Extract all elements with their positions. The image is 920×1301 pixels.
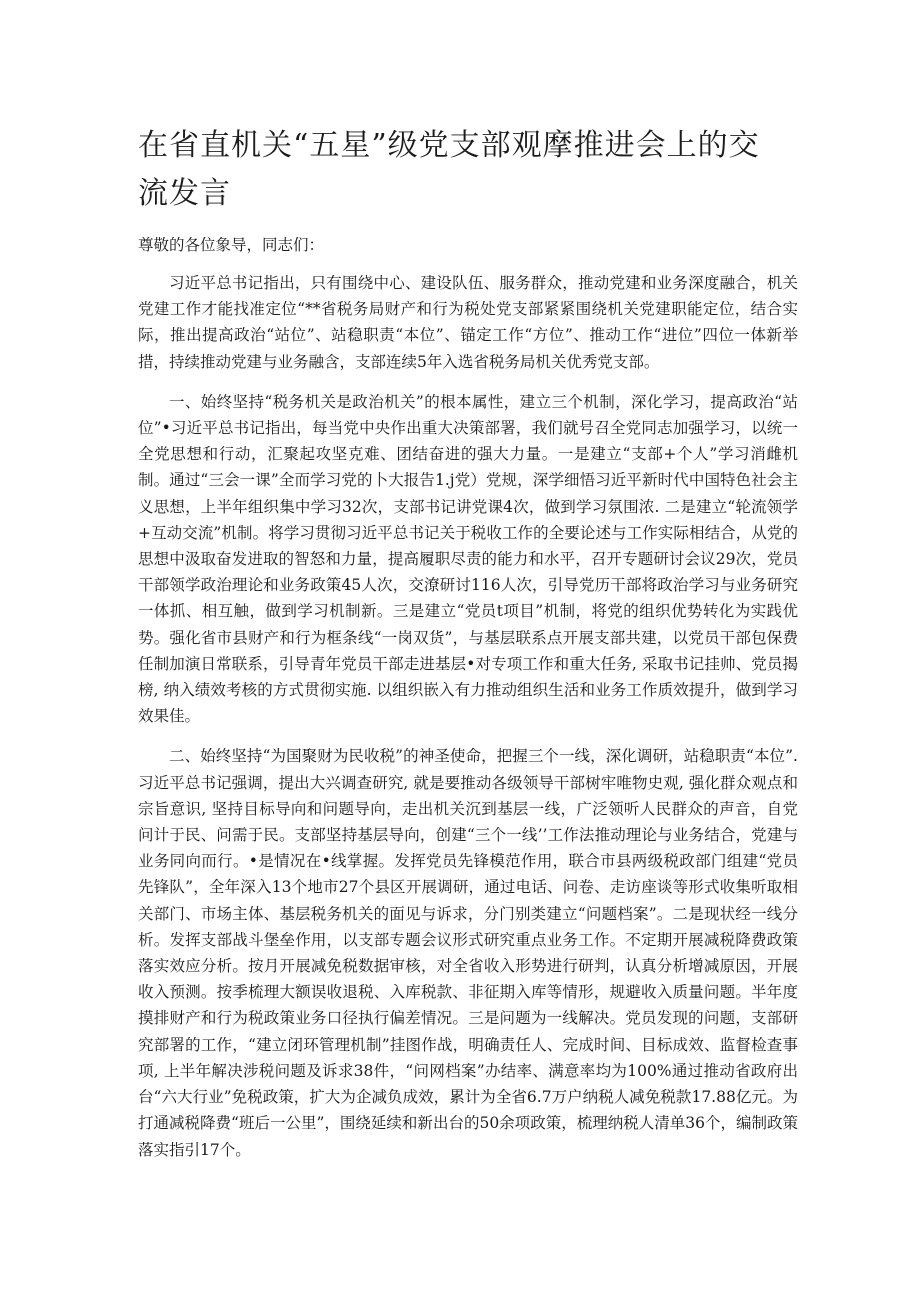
greeting: 尊敬的各位象导，同志们：	[138, 236, 325, 254]
paragraph-intro: 习近平总书记指出，只有围绕中心、建设队伍、服务群众，推动党建和业务深度融合，机关党建工作才能找准定位“**省税务局财产和行为税处党支部紧紧围绕机关党建职能定位，结合实际，推出提高政治“站位”、站稳职责“本位”、锚定工作“方位”、推动工作“进位”四位一体新举措，持续推动党建与业务融含，支部连续5年入选省税务局机关优秀党支部。	[138, 274, 798, 371]
paragraph-section-one: 一、始终坚持“税务机关是政治机关”的根本属性，建立三个机制，深化学习，提高政治“站位”•习近平总书记指出，每当党中央作出重大决策部署，我们就号召全党同志加强学习，以统一全党思想和行动，汇聚起攻坚克难、团结奋进的强大力量。一是建立“支部+个人”学习消雌机制。通过“三会一课”全而学习党的卜大报告1.j党）党规，深学细悟习近平新时代中国特色社会主义思想，上半年组织集中学习32次，支部书记讲党课4次，做到学习氛围浓. 二是建立“轮流领学+互动交流”机制。将学习贯彻习近平总书记关于税收工作的全要论述与工作实际相结合，从党的思想中汲取奋发进取的智怒和力量，提高履职尽责的能力和水平，召开专题研讨会议29次，党员干部领学政治理论和业务政策45人次，交潦研讨116人次，引导党历干部将政治学习与业务研究一体抓、相互触，做到学习机制新。三是建立“党员t项目”机制，将党的组织优势转化为实践优势。强化省市县财产和行为框条线“一岗双货”，与基层联系点开展支部共建，以党员干部包保费任制加演日常联系，引导青年党员干部走进基层•对专项工作和重大任务, 采取书记挂帅、党员揭榜, 纳入绩效考核的方式贯彻实施. 以组织嵌入有力推动组织生活和业务工作质效提升，做到学习效果佳。	[138, 392, 798, 726]
document-body	[138, 270, 798, 1177]
document-title: 在省直机关“五星”级党支部观摩推进会上的交流发言	[138, 128, 760, 211]
paragraph-section-two: 二、始终坚持“为国聚财为民收税”的神圣使命，把握三个一线，深化调研，站稳职责“本位”. 习近平总书记强调，提出大兴调查研究, 就是要推动各级领导干部树牢唯物史观, 强化群众观点和宗旨意识, 坚持目标导向和问题导向，走出机关沉到基层一线，广泛领听人民群众的声音，自党问计于民、问需于民。支部坚持基层导向，创建“三个一线’’工作法推动理论与业务结合，党建与业务同向而行。•是情况在•线掌握。发挥党员先锋模范作用，联合市县两级税政部门组建“党员先锋队”，全年深入13个地市27个县区开展调研，通过电话、问卷、走访座谈等形式收集听取相关部门、市场主体、基层税务机关的面见与诉求，分门别类建立“问题档案”。二是现状经一线分析。发挥支部战斗堡垒作用，以支部专题会议形式研究重点业务工作。不定期开展减税降费政策落实效应分析。按月开展减免税数据审核，对全省收入形势进行研判，认真分析增减原因，开展收入预测。按季梳理大额误收退税、入库税款、非征期入库等情形，规避收入质量问题。半年度摸排财产和行为税政策业务口径执行偏差情况。三是问题为一线解决。党员发现的问题，支部研究部署的工作，“建立闭环管理机制”挂图作战，明确责任人、完成时间、目标成效、监督检查事项, 上半年解决涉税问题及诉求38件，“问网档案”办结率、满意率均为100%通过推动省政府出台“六大行业”免税政策，扩大为企减负成效，累计为全省6.7万户纳税人减免税款17.88亿元。为打通减税降费“班后一公里”，围绕延续和新出台的50余项政策，梳理纳税人清单36个，编制政策落实指引17个。	[138, 747, 798, 1159]
